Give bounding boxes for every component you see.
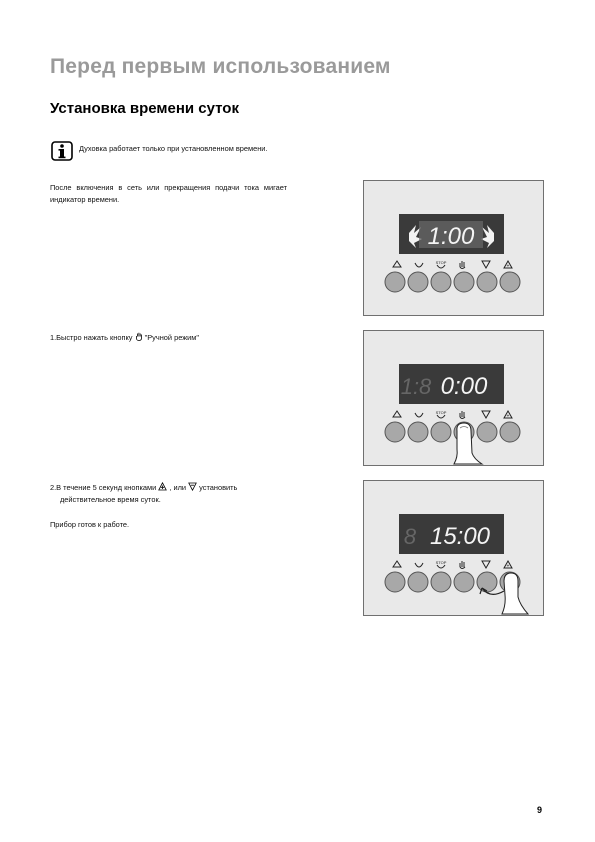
time-display: 15:00 (429, 523, 491, 550)
step-1-text: 1.Быстро нажать кнопку (50, 333, 133, 342)
step-2-text: 2.В течение 5 секунд кнопками (50, 483, 157, 492)
bell-button[interactable] (385, 272, 405, 292)
cooking-time-button[interactable] (408, 272, 428, 292)
time-display: 0:00 (440, 373, 488, 400)
minus-button[interactable] (477, 572, 497, 592)
control-panel-adjust (363, 480, 544, 616)
finger-pointer-icon (502, 573, 528, 614)
stop-button[interactable] (431, 572, 451, 592)
bell-icon (393, 411, 401, 417)
step-2-line2: действительное время суток. (60, 495, 161, 504)
minus-icon (482, 261, 490, 268)
manual-mode-icon (460, 261, 465, 269)
minus-button[interactable] (477, 422, 497, 442)
manual-mode-button[interactable] (454, 572, 474, 592)
step-2-or: , или (169, 483, 187, 492)
button-icons (393, 410, 512, 420)
manual-mode-icon (460, 411, 465, 419)
stop-icon: STOP (435, 260, 447, 265)
step-1-mode: "Ручной режим" (144, 333, 200, 342)
plus-button[interactable] (500, 422, 520, 442)
manual-mode-icon (135, 332, 143, 341)
cooking-time-button[interactable] (408, 422, 428, 442)
control-panel-blinking (363, 180, 544, 316)
button-icons (393, 560, 512, 570)
control-panel-manual-press (363, 330, 544, 466)
bell-icon (393, 561, 401, 567)
stop-button[interactable] (431, 272, 451, 292)
stop-icon: STOP (435, 560, 447, 565)
minus-icon (482, 411, 490, 418)
button-icons (393, 260, 512, 270)
plus-icon (158, 482, 167, 491)
step-2-set: установить (199, 483, 238, 492)
manual-mode-button[interactable] (454, 272, 474, 292)
minus-button[interactable] (477, 272, 497, 292)
time-display: 1:00 (427, 223, 475, 250)
page-number: 9 (537, 805, 543, 815)
svg-text:+: + (506, 413, 510, 420)
section-title: Установка времени суток (50, 100, 239, 117)
cooking-time-icon (415, 413, 423, 417)
bell-icon (393, 261, 401, 267)
bell-button[interactable] (385, 572, 405, 592)
step-1 (50, 332, 290, 344)
info-note: Духовка работает только при установленном времени. (79, 144, 268, 153)
cooking-time-icon (415, 263, 423, 267)
manual-mode-icon (460, 561, 465, 569)
stop-icon: STOP (435, 410, 447, 415)
svg-text:+: + (506, 263, 510, 270)
display-prefix-dim: 1:8 (400, 374, 432, 399)
intro-paragraph: После включения в сеть или прекращения подачи тока мигает индикатор времени. (50, 183, 287, 204)
minus-icon (188, 482, 197, 491)
plus-button[interactable] (500, 272, 520, 292)
display-prefix-dim: 8 (403, 524, 417, 549)
bell-button[interactable] (385, 422, 405, 442)
cooking-time-icon (415, 563, 423, 567)
cooking-time-button[interactable] (408, 572, 428, 592)
stop-button[interactable] (431, 422, 451, 442)
ready-text: Прибор готов к работе. (50, 520, 130, 529)
info-icon (51, 141, 73, 161)
step-2 (50, 482, 290, 494)
minus-icon (482, 561, 490, 568)
svg-text:+: + (506, 563, 510, 570)
page-title: Перед первым использованием (50, 55, 391, 78)
